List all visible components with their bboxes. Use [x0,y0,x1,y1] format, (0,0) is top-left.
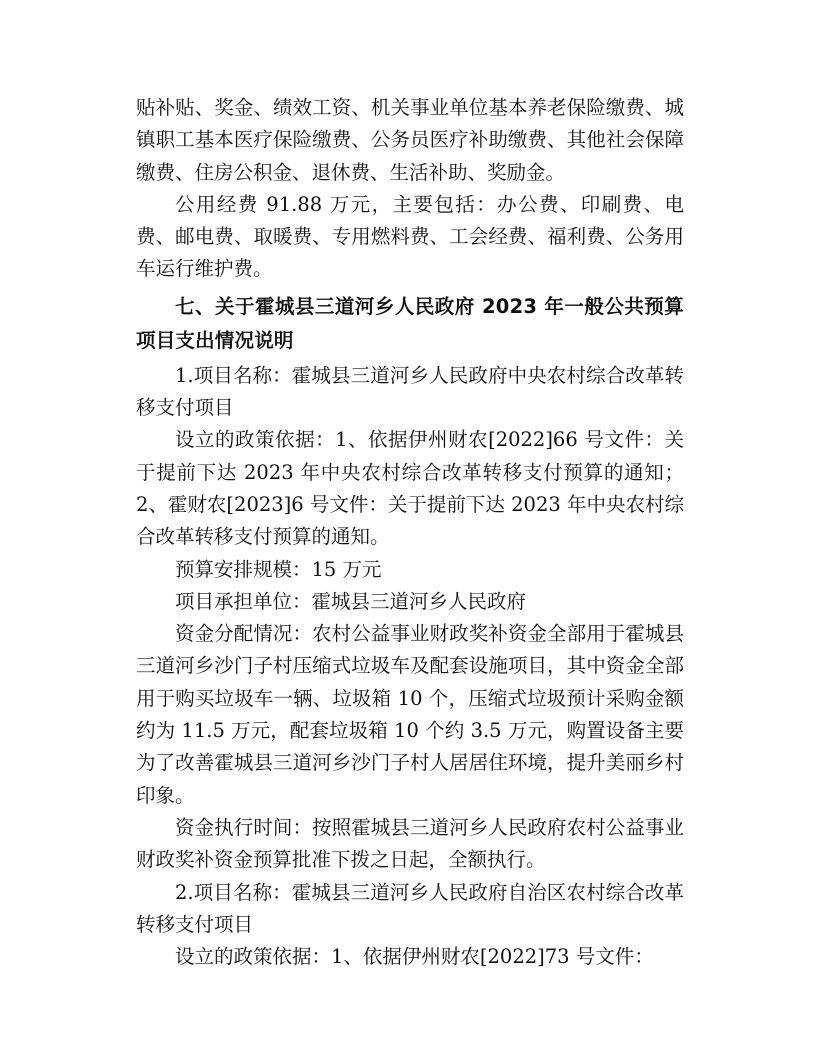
section-heading: 七、关于霍城县三道河乡人民政府 2023 年一般公共预算项目支出情况说明 [136,294,684,352]
project-2-name: 2.项目名称：霍城县三道河乡人民政府自治区农村综合改革转移支付项目 [136,880,684,936]
document-page [136,92,684,973]
project-1-budget-scale: 预算安排规模：15 万元 [175,557,382,581]
project-1-fund-allocation: 资金分配情况：农村公益事业财政奖补资金全部用于霍城县三道河乡沙门子村压缩式垃圾车及配套设施项目，其中资金全部用于购买垃圾车一辆、垃圾箱 10 个，压缩式垃圾预计采购金额约为 11.5 万元，配套垃圾箱 10 个约 3.5 万元，购置设备主要为了改善霍城县三道河乡沙门子村人居居住环境，提升美丽乡村印象。 [136,622,684,807]
project-1-policy-basis: 设立的政策依据：1、依据伊州财农[2022]66 号文件：关于提前下达 2023 年中央农村综合改革转移支付预算的通知；2、霍财农[2023]6 号文件：关于提前下达 2023 年中央农村综合改革转移支付预算的通知。 [136,428,684,549]
project-2-policy-basis: 设立的政策依据：1、依据伊州财农[2022]73 号文件： [175,945,654,969]
paragraph-public-expenses: 公用经费 91.88 万元，主要包括：办公费、印刷费、电费、邮电费、取暖费、专用燃料费、工会经费、福利费、公务用车运行维护费。 [136,192,684,281]
project-1-undertaking-unit: 项目承担单位：霍城县三道河乡人民政府 [175,589,527,613]
project-1-name: 1.项目名称：霍城县三道河乡人民政府中央农村综合改革转移支付项目 [136,363,684,420]
paragraph-personnel-expenses: 贴补贴、奖金、绩效工资、机关事业单位基本养老保险缴费、城镇职工基本医疗保险缴费、公务员医疗补助缴费、其他社会保障缴费、住房公积金、退休费、生活补助、奖励金。 [136,96,684,184]
project-1-execution-time: 资金执行时间：按照霍城县三道河乡人民政府农村公益事业财政奖补资金预算批准下拨之日起，全额执行。 [136,815,684,872]
